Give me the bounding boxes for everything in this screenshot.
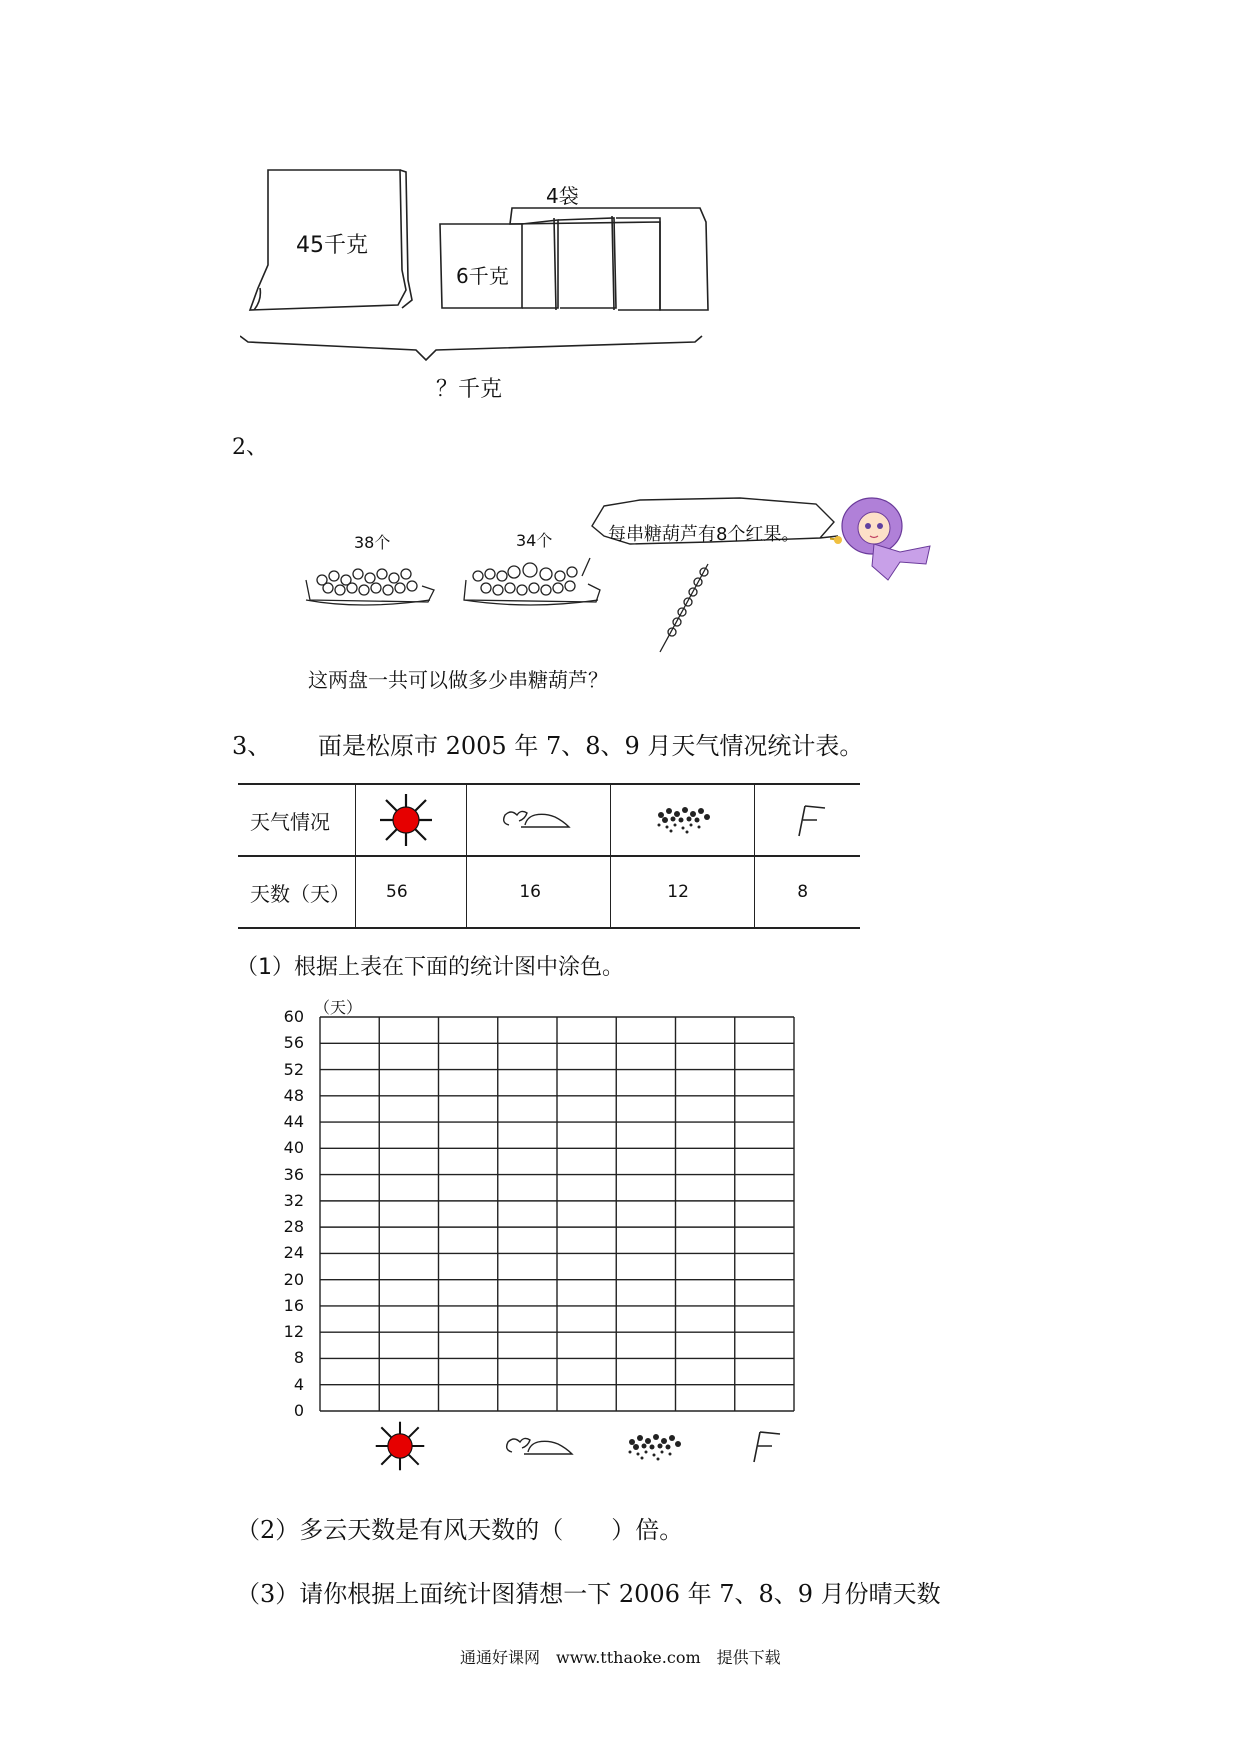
cell-cloud <box>467 784 611 856</box>
weather-table <box>238 783 860 929</box>
row-header-weather: 天气情况 <box>238 784 356 856</box>
days-sun: 56 <box>356 856 467 928</box>
tanghulu-skewer-icon <box>650 560 720 660</box>
footer-credit: 通通好课网 www.tthaoke.com 提供下载 <box>460 1648 781 1667</box>
y-tick-label: 32 <box>283 1190 304 1210</box>
q2-number: 2、 <box>232 435 268 460</box>
q3-title: 面是松原市 2005 年 7、8、9 月天气情况统计表。 <box>318 732 864 760</box>
cloud-icon <box>502 1432 574 1462</box>
small-bag-label: 6千克 <box>456 264 509 288</box>
y-tick-label: 16 <box>283 1295 304 1315</box>
small-bags <box>440 208 708 310</box>
weather-row <box>238 784 860 856</box>
y-tick-label: 28 <box>283 1217 304 1237</box>
speech-text: 每串糖葫芦有8个红果。 <box>608 524 800 545</box>
days-wind: 8 <box>755 856 860 928</box>
q3-number: 3、 <box>232 732 272 760</box>
days-row <box>238 856 860 928</box>
q3-sub3: （3）请你根据上面统计图猜想一下 2006 年 7、8、9 月份晴天数 <box>236 1580 941 1608</box>
cell-rain <box>611 784 755 856</box>
total-brace <box>240 336 702 360</box>
y-tick-label: 56 <box>283 1033 304 1053</box>
bag-count-label: 4袋 <box>546 184 579 208</box>
wind-flag-icon <box>791 802 831 838</box>
y-tick-label: 36 <box>283 1164 304 1184</box>
cloud-icon <box>499 805 571 835</box>
y-tick-label: 60 <box>283 1007 304 1026</box>
row-header-days: 天数（天） <box>238 856 356 928</box>
q3-sub2: （2）多云天数是有风天数的（ ）倍。 <box>236 1516 684 1544</box>
y-tick-label: 40 <box>283 1138 304 1158</box>
q3-sub1: （1）根据上表在下面的统计图中涂色。 <box>236 955 624 980</box>
sun-icon <box>372 1418 428 1474</box>
fairy-illustration <box>830 490 940 590</box>
y-tick-label: 52 <box>283 1059 304 1079</box>
cell-wind <box>755 784 860 856</box>
big-bag-label: 45千克 <box>296 233 368 258</box>
fruit-plates <box>300 550 610 620</box>
plate1-count: 38个 <box>354 533 391 552</box>
chart-unit-label: （天） <box>314 998 363 1017</box>
rain-icon <box>651 805 715 835</box>
y-tick-label: 44 <box>283 1112 304 1132</box>
y-tick-label: 48 <box>283 1085 304 1105</box>
rain-icon <box>622 1432 686 1462</box>
y-tick-label: 20 <box>283 1269 304 1289</box>
sun-icon <box>376 790 436 850</box>
y-tick-label: 8 <box>293 1348 304 1368</box>
cell-sun <box>356 784 467 856</box>
y-tick-label: 12 <box>283 1322 304 1342</box>
wind-flag-icon <box>746 1428 786 1464</box>
total-weight-label: ？千克 <box>436 377 503 402</box>
days-rain: 12 <box>611 856 755 928</box>
y-tick-label: 0 <box>293 1401 304 1420</box>
bar-chart-grid <box>318 1015 798 1415</box>
days-cloud: 16 <box>467 856 611 928</box>
q2-question: 这两盘一共可以做多少串糖葫芦？ <box>308 668 608 692</box>
y-tick-label: 4 <box>293 1374 304 1394</box>
plate2-count: 34个 <box>516 531 553 550</box>
y-tick-label: 24 <box>283 1243 304 1263</box>
